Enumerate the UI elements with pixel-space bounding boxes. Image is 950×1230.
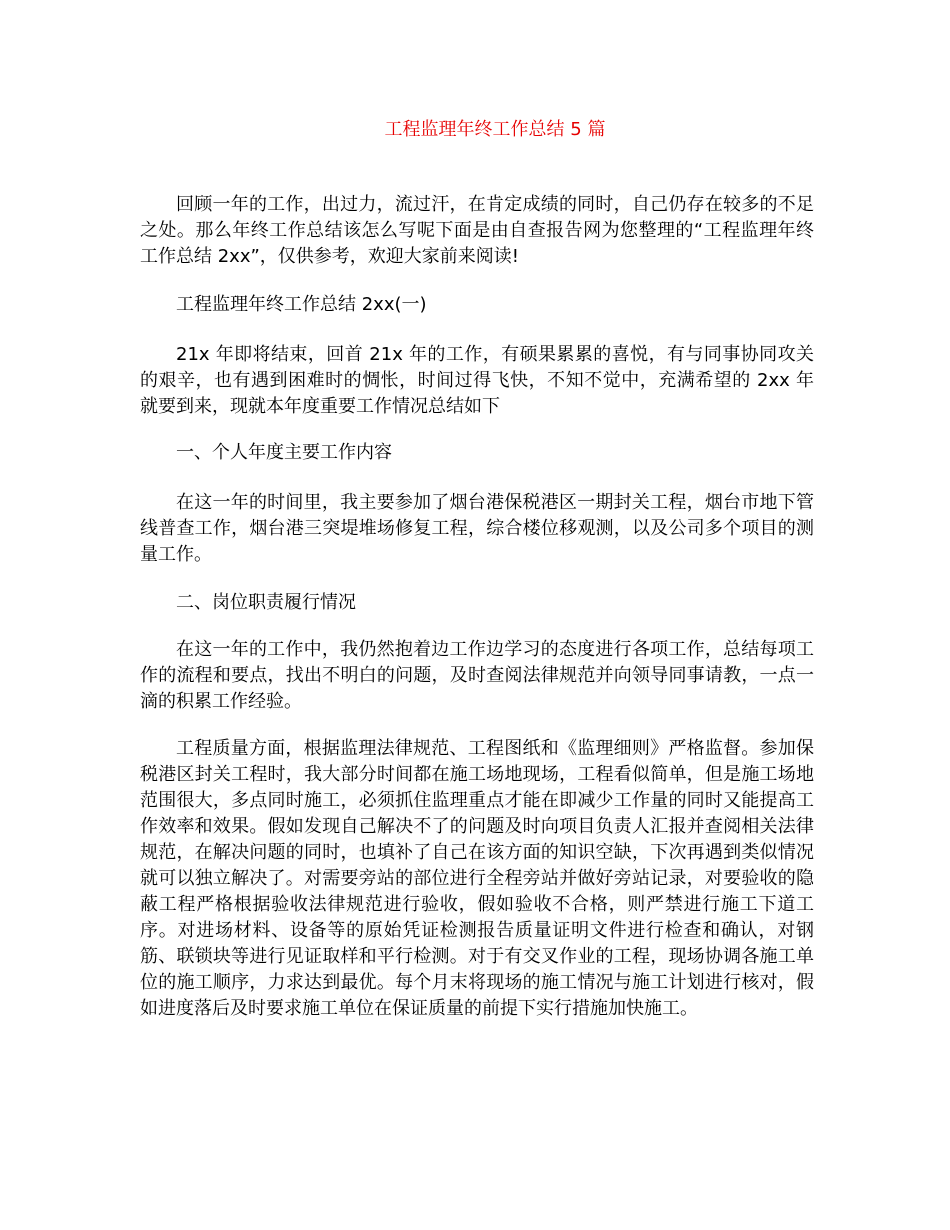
section-title: 工程监理年终工作总结 2xx(一) [176, 294, 427, 315]
personal-work-paragraph: 在这一年的时间里，我主要参加了烟台港保税港区一期封关工程，烟台市地下管线普查工作，烟台港三突堤堆场修复工程，综合楼位移观测，以及公司多个项目的测量工作。 [140, 492, 814, 565]
intro-paragraph: 回顾一年的工作，出过力，流过汗，在肯定成绩的同时，自己仍存在较多的不足之处。那么年终工作总结该怎么写呢下面是由自查报告网为您整理的“工程监理年终工作总结 2xx”，仅供参考，欢迎大家前来阅读! [140, 194, 814, 267]
document-title: 工程监理年终工作总结 5 篇 [384, 119, 606, 140]
heading-personal-work: 一、个人年度主要工作内容 [176, 442, 392, 463]
section-intro-paragraph: 21x 年即将结束，回首 21x 年的工作，有硕果累累的喜悦，有与同事协同攻关的艰辛，也有遇到困难时的惆怅，时间过得飞快，不知不觉中，充满希望的 2xx 年就要到来，现就本年度重要工作情况总结如下 [140, 344, 814, 417]
quality-paragraph: 工程质量方面，根据监理法律规范、工程图纸和《监理细则》严格监督。参加保税港区封关工程时，我大部分时间都在施工场地现场，工程看似简单，但是施工场地范围很大，多点同时施工，必须抓住监理重点才能在即减少工作量的同时又能提高工作效率和效果。假如发现自己解决不了的问题及时向项目负责人汇报并查阅相关法律规范，在解决问题的同时，也填补了自己在该方面的知识空缺，下次再遇到类似情况就可以独立解决了。对需要旁站的部位进行全程旁站并做好旁站记录，对要验收的隐蔽工程严格根据验收法律规范进行验收，假如验收不合格，则严禁进行施工下道工序。对进场材料、设备等的原始凭证检测报告质量证明文件进行检查和确认，对钢筋、联锁块等进行见证取样和平行检测。对于有交叉作业的工程，现场协调各施工单位的施工顺序，力求达到最优。每个月末将现场的施工情况与施工计划进行核对，假如进度落后及时要求施工单位在保证质量的前提下实行措施加快施工。 [140, 738, 814, 1019]
heading-duty-performance: 二、岗位职责履行情况 [176, 592, 356, 613]
duty-performance-paragraph: 在这一年的工作中，我仍然抱着边工作边学习的态度进行各项工作，总结每项工作的流程和要点，找出不明白的问题，及时查阅法律规范并向领导同事请教，一点一滴的积累工作经验。 [140, 639, 814, 712]
